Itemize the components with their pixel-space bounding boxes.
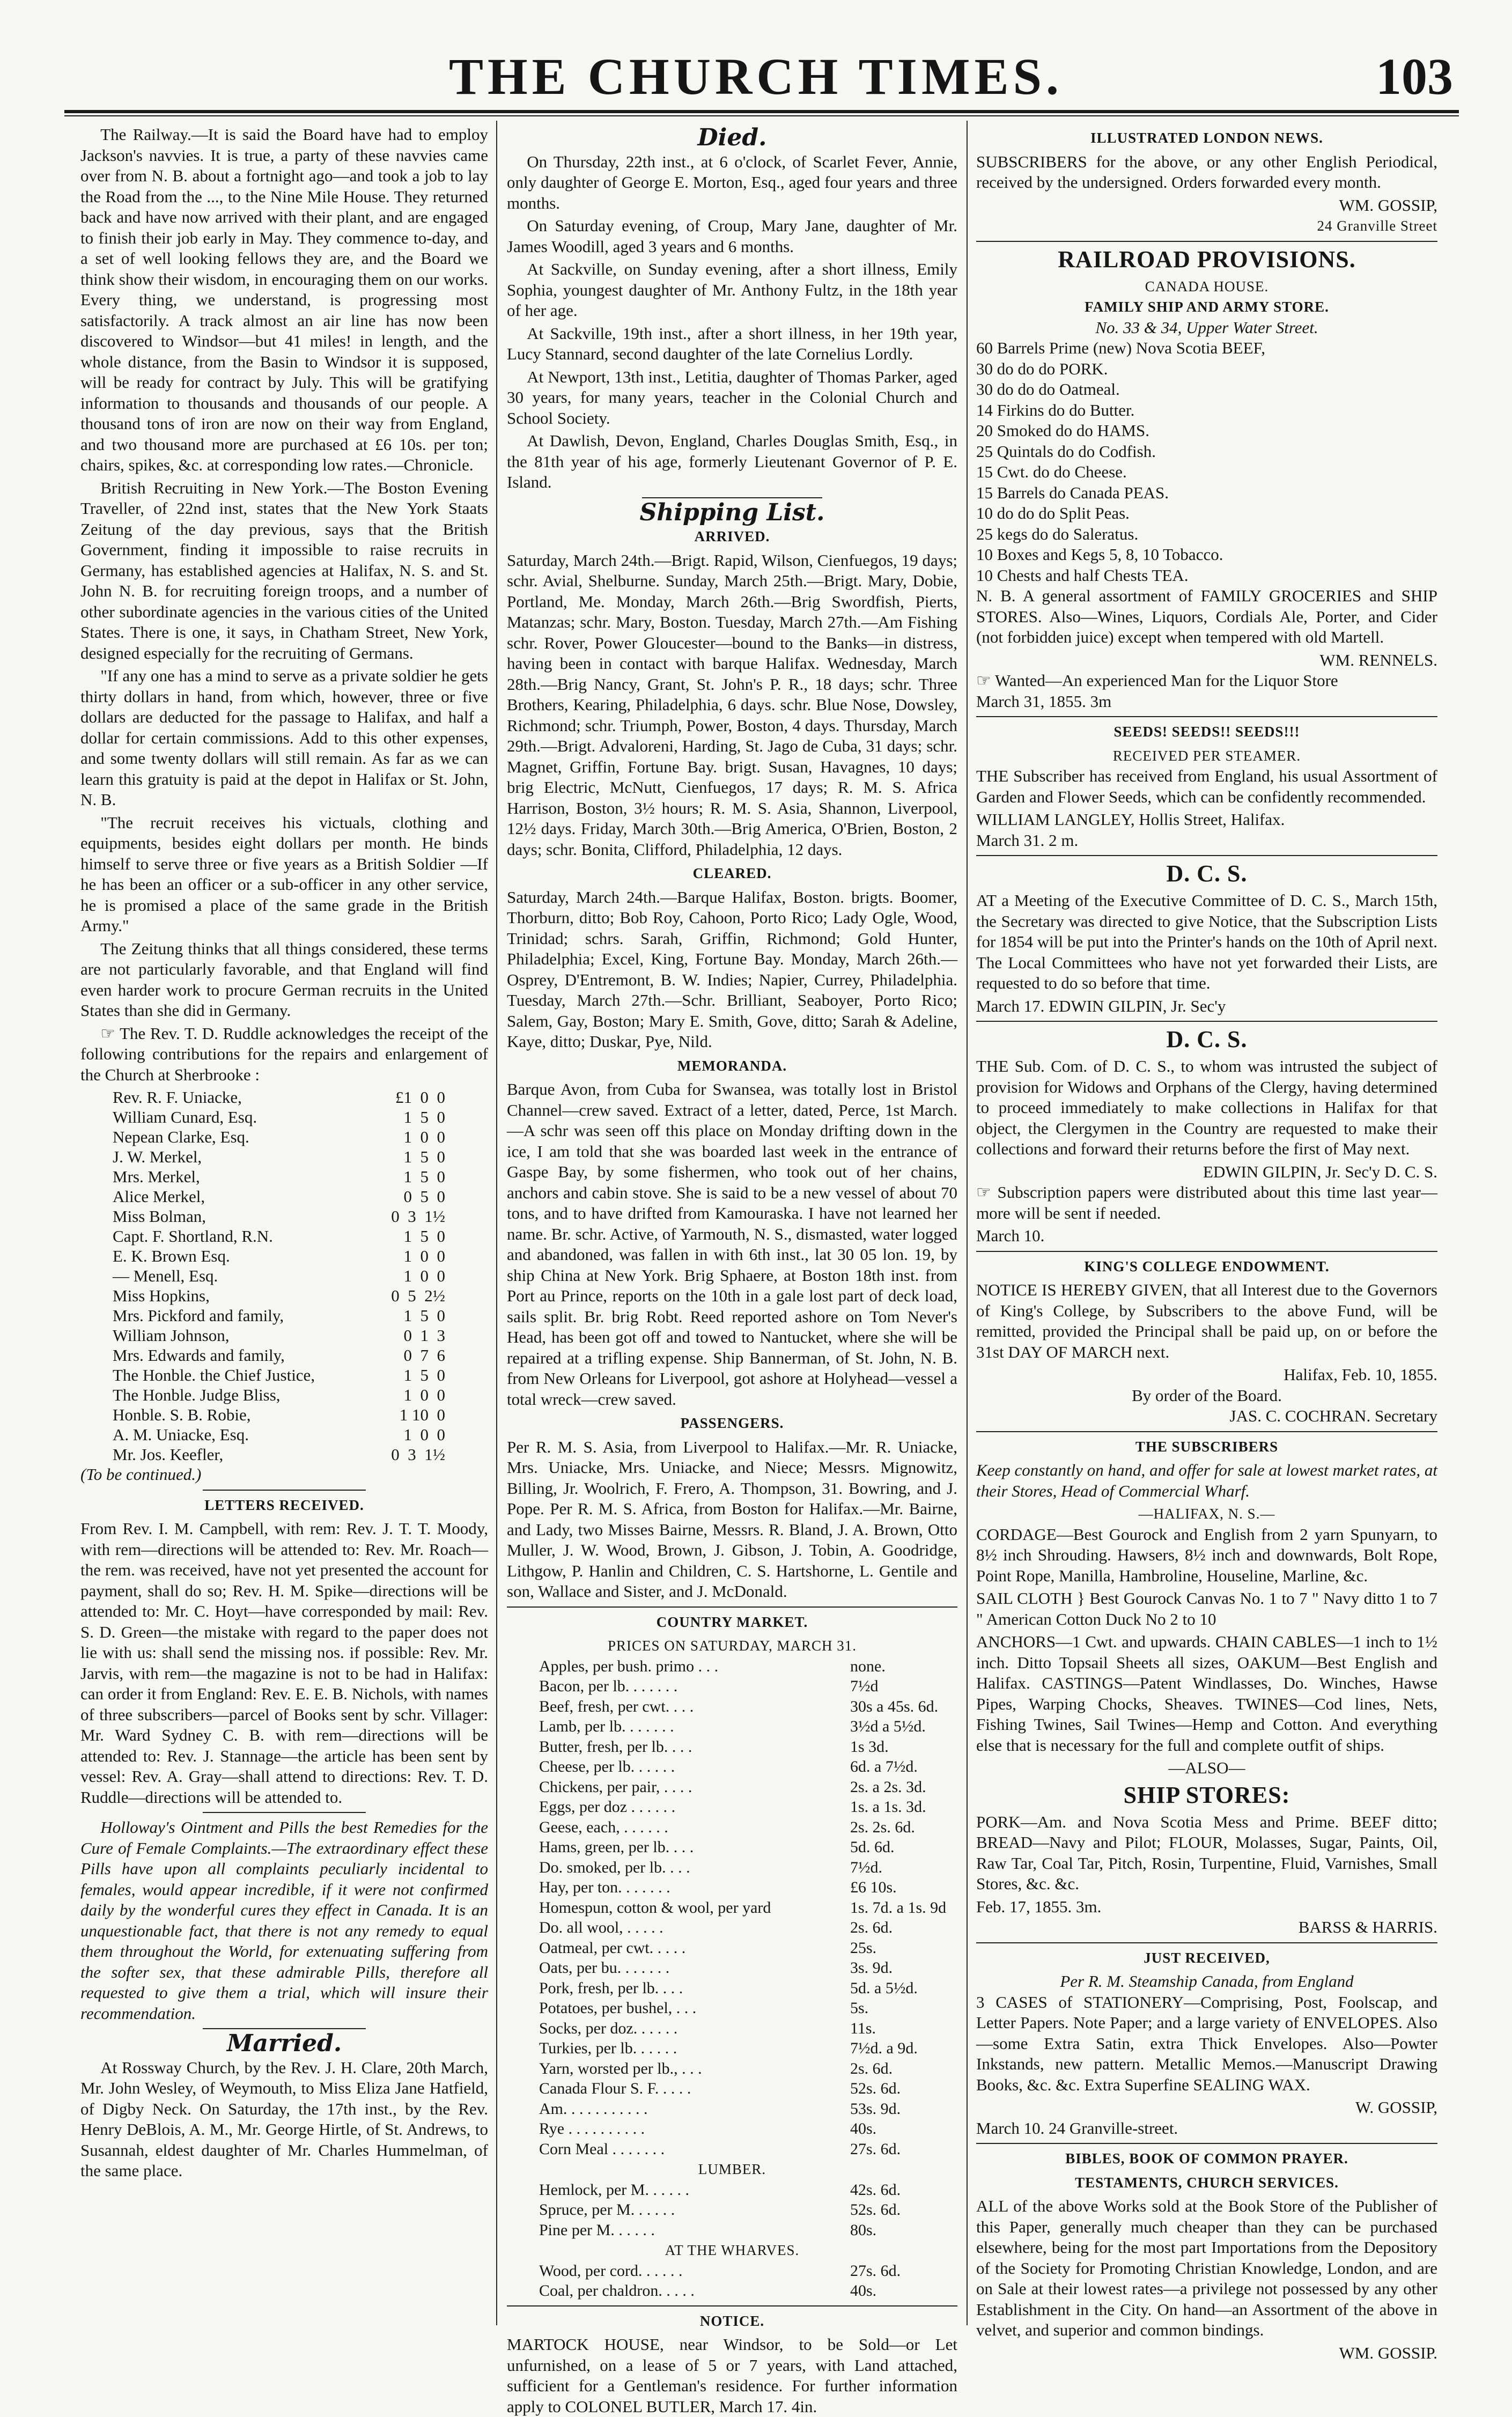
column-divider	[967, 121, 968, 2325]
arrived-list: Saturday, March 24th.—Brigt. Rapid, Wilson, Cienfuegos, 19 days; schr. Avial, Shelburne. Sunday, March 25th.—Brigt. Mary, Dobie, Portland, Me. Monday, March 26th.—Brig Swordfish, Pierts, Matanzas; schr. Mary, Boston. Tuesday, March 27th.—Am Fishing schr. Rover, Power Gloucester—bound to the Banks—in distress, having been in contact with barque Halifax. Wednesday, March 28th.—Brig Nancy, Grant, St. John's P. R., 18 days; schr. Three Brothers, Kearing, Philadelphia, 6 days. schr. Blue Nose, Dowsley, Richmond; schr. Triumph, Power, Boston, 4 days. Thursday, March 29th.—Brigt. Advaloreni, Harding, St. Jago de Cuba, 31 days; schr. Magnet, Griffin, Fortune Bay. brigt. Susan, Havagnes, 10 days; brig Electric, McNutt, Cienfuegos, 17 days; R. M. S. Africa Harrison, Boston, 3½ hours; R. M. S. Asia, Shannon, Liverpool, 12½ days. Friday, March 30th.—Brig America, O'Brien, Boston, 2 days; schr. Bonita, Clifford, Philadelphia, 12 days.	[507, 550, 957, 859]
seeds-subheading: RECEIVED PER STEAMER.	[1112, 747, 1301, 764]
provision-item: 25 kegs do do Saleratus.	[976, 524, 1139, 543]
market-row	[507, 1837, 957, 1858]
market-item: Pine per M. . . . . .	[539, 2221, 655, 2239]
market-row	[507, 1877, 957, 1898]
market-item: Am. . . . . . . . . . .	[539, 2099, 648, 2118]
article-zeitung: The Zeitung thinks that all things considered, these terms are not particularly favorable, and that England will find even harder work to procure German recruits in the United States than she did in Germany.	[80, 939, 488, 1020]
store-address: No. 33 & 34, Upper Water Street.	[1095, 318, 1318, 337]
market-price: 27s. 6d.	[850, 2261, 901, 2280]
contribution-amount: 1 5 0	[403, 1147, 445, 1166]
divider	[976, 2143, 1437, 2144]
dcs-heading-2: D. C. S.	[1166, 1026, 1248, 1052]
market-row	[507, 2200, 957, 2220]
cordage: CORDAGE—Best Gourock and English from 2 yarn Spunyarn, to 8½ inch Shrouding. Hawsers, 8½ inch and downwards, Bolt Rope, Point Rope, Manilla, Hambroline, Houseline, Marline, &c.	[976, 1524, 1437, 1585]
market-row	[507, 2139, 957, 2160]
contribution-row	[80, 1147, 488, 1167]
just-signature: W. GOSSIP,	[1355, 2098, 1437, 2117]
ship-date: Feb. 17, 1855. 3m.	[976, 1897, 1102, 1916]
contribution-amount: 1 0 0	[403, 1247, 445, 1265]
passengers-heading: PASSENGERS.	[680, 1415, 784, 1431]
contributor-name: Nepean Clarke, Esq.	[113, 1128, 249, 1146]
contribution-row	[80, 1187, 488, 1206]
market-price: 7½d	[850, 1677, 879, 1695]
market-item: Yarn, worsted per lb., . . .	[539, 2059, 702, 2077]
contribution-row	[80, 1325, 488, 1345]
divider	[203, 1812, 366, 1813]
contributor-name: Honble. S. B. Robie,	[113, 1405, 251, 1424]
wharves-heading: AT THE WHARVES.	[665, 2242, 800, 2258]
subscribers-heading: THE SUBSCRIBERS	[1135, 1438, 1279, 1455]
contributor-name: Capt. F. Shortland, R.N.	[113, 1227, 273, 1246]
contributor-name: E. K. Brown Esq.	[113, 1247, 230, 1265]
market-row	[507, 2018, 957, 2039]
contribution-amount: 1 10 0	[399, 1405, 445, 1424]
memoranda-heading: MEMORANDA.	[677, 1057, 787, 1074]
ruddle-intro: ☞ The Rev. T. D. Ruddle acknowledges the receipt of the following contributions for the repairs and enlargement of the Church at Sherbrooke :	[80, 1023, 488, 1084]
divider	[976, 855, 1437, 856]
contribution-amount: 0 3 1½	[391, 1207, 445, 1226]
market-row	[507, 2261, 957, 2281]
market-item: Oats, per bu. . . . . . .	[539, 1959, 670, 1977]
passengers: Per R. M. S. Asia, from Liverpool to Halifax.—Mr. R. Uniacke, Mrs. Uniacke, Mrs. Uniacke, and Niece; Messrs. Mignowitz, Billing, Jr. Woolrich, F. Frero, A. Thompson, 31. Bowring, and J. Pope. Per R. M. S. Africa, from Boston for Halifax.—Mr. Bairne, and Lady, two Misses Bairne, Messrs. R. Bland, J. A. Brown, Otto Muller, J. W. Wood, Brown, J. Gibson, J. Tobin, A. Goodridge, Lithgow, P. Hanlin and Children, C. S. Hartshorne, L. Gentile and son, Wallace and Sister, and J. McDonald.	[507, 1437, 957, 1601]
ship-signature: BARSS & HARRIS.	[1298, 1918, 1437, 1936]
market-row	[507, 1757, 957, 1777]
contribution-amount: 0 1 3	[403, 1326, 445, 1345]
dcs-date: March 10.	[976, 1226, 1045, 1245]
lumber-table	[507, 2180, 957, 2241]
market-row	[507, 2281, 957, 2301]
ship-stores-heading: SHIP STORES:	[1123, 1781, 1290, 1808]
married-notices: At Rossway Church, by the Rev. J. H. Clare, 20th March, Mr. John Wesley, of Weymouth, to Miss Eliza Jane Hatfield, of Digby Neck. On Saturday, the 17th inst., by the Rev. Henry DeBlois, A. M., Mr. George Hirtle, of St. Andrews, to Susannah, eldest daughter of Mr. Charles Hummelman, of the same place.	[80, 2058, 488, 2180]
provision-item: 30 do do do PORK.	[976, 359, 1108, 378]
contribution-row	[80, 1345, 488, 1365]
contributor-name: J. W. Merkel,	[113, 1147, 202, 1166]
market-item: Butter, fresh, per lb. . . .	[539, 1737, 692, 1756]
notice-heading: NOTICE.	[699, 2312, 765, 2329]
market-price: 40s.	[850, 2282, 877, 2300]
article-quote-2: "The recruit receives his victuals, clothing and equipments, besides eight dollars per month. He binds himself to serve three or five years as a British Soldier —If he has been an officer or a sub-officer in any other service, he is promised a place of the same grade in the British Army."	[80, 813, 488, 935]
market-price: 52s. 6d.	[850, 2080, 901, 2097]
contribution-amount: 0 3 1½	[391, 1445, 445, 1464]
divider	[976, 1021, 1437, 1022]
contributions-table	[80, 1087, 488, 1464]
newspaper-title: THE CHURCH TIMES.	[448, 48, 1064, 105]
market-row	[507, 2079, 957, 2099]
died-notice: At Dawlish, Devon, England, Charles Douglas Smith, Esq., in the 81th year of his age, formerly Lieutenant Governor of P. E. Island.	[507, 431, 957, 491]
market-row	[507, 1777, 957, 1797]
market-price: 5d. a 5½d.	[850, 1979, 918, 1997]
market-price: 3s. 9d.	[850, 1959, 893, 1977]
cleared-heading: CLEARED.	[692, 865, 772, 881]
market-price: 2s. 2s. 6d.	[850, 1818, 915, 1836]
contribution-row	[80, 1306, 488, 1325]
market-item: Do. smoked, per lb. . . .	[539, 1858, 690, 1876]
divider	[642, 497, 822, 498]
market-row	[507, 1676, 957, 1697]
contribution-amount: 0 5 0	[403, 1187, 445, 1206]
column-3	[976, 124, 1437, 2362]
contribution-amount: 1 5 0	[403, 1306, 445, 1325]
contribution-amount: 1 5 0	[403, 1167, 445, 1186]
article-quote-1: "If any one has a mind to serve as a private soldier he gets thirty dollars in hand, from which, however, three or five dollars are deducted for the passage to Halifax, and half a dollar for certain commissions. Add to this other expenses, and some twenty dollars will still remain. As far as we can learn this gratuity is paid at the depot in Halifax or St. John, N. B.	[80, 666, 488, 809]
market-item: Wood, per cord. . . . . .	[539, 2261, 683, 2280]
dcs-notice-1: AT a Meeting of the Executive Committee of D. C. S., March 15th, the Secretary was directed to give Notice, that the Subscription Lists for 1854 will be put into the Printer's hands on the 10th of April next. The Local Committees who have not yet forwarded their Lists, are requested to do so before that time.	[976, 891, 1437, 992]
contribution-row	[80, 1385, 488, 1405]
market-row	[507, 2059, 957, 2079]
contribution-row	[80, 1087, 488, 1107]
market-item: Chickens, per pair, . . . .	[539, 1778, 692, 1796]
market-item: Hemlock, per M. . . . . .	[539, 2180, 689, 2199]
contribution-row	[80, 1206, 488, 1226]
iln-signature: WM. GOSSIP,	[1339, 195, 1437, 215]
contribution-row	[80, 1405, 488, 1425]
seeds-signature: WILLIAM LANGLEY, Hollis Street, Halifax.	[976, 810, 1285, 829]
market-item: Beef, fresh, per cwt. . . .	[539, 1697, 694, 1715]
market-price: 7½d. a 9d.	[850, 2039, 918, 2057]
contributor-name: Mrs. Pickford and family,	[113, 1306, 284, 1325]
market-price: 1s. a 1s. 3d.	[850, 1798, 926, 1816]
market-price: none.	[850, 1657, 886, 1675]
seeds-date: March 31. 2 m.	[976, 830, 1079, 850]
market-row	[507, 1998, 957, 2018]
also-label: —ALSO—	[1168, 1758, 1245, 1777]
contribution-row	[80, 1445, 488, 1464]
provision-item: 60 Barrels Prime (new) Nova Scotia BEEF,	[976, 338, 1266, 357]
contributor-name: — Menell, Esq.	[113, 1266, 218, 1285]
subscribers-place: —HALIFAX, N. S.—	[1138, 1506, 1275, 1522]
dcs-signature-2: EDWIN GILPIN, Jr. Sec'y D. C. S.	[1203, 1162, 1437, 1181]
contributor-name: Miss Hopkins,	[113, 1286, 210, 1305]
contribution-row	[80, 1167, 488, 1187]
divider	[507, 2305, 957, 2307]
column-divider	[496, 121, 497, 2325]
railroad-heading: RAILROAD PROVISIONS.	[1058, 246, 1356, 272]
letters-received: From Rev. I. M. Campbell, with rem: Rev. J. T. T. Moody, with rem—directions will be attended to: Rev. Mr. Roach—the rem. was received, have not yet presented the account for payment, shall do so; Rev. H. M. Spike—directions will be attended to: Mr. C. Hoyt—have corresponded by mail: Rev. S. D. Green—the mistake with regard to the paper does not lie with us: shall send the missing nos. if possible: Rev. Mr. Jarvis, with rem—the magazine is not to be had in Halifax: can order it from England: Rev. E. E. B. Nichols, with names of three subscribers—parcel of Books sent by schr. Villager: Mr. Ward Sydney C. B. with rem—directions will be attended to: Rev. J. Stannage—the article has been sent by vessel: Rev. A. Gray—shall attend to directions: Rev. T. D. Ruddle—directions will be attended to.	[80, 1519, 488, 1807]
contribution-row	[80, 1107, 488, 1127]
market-item: Apples, per bush. primo . . .	[539, 1657, 719, 1675]
contribution-row	[80, 1127, 488, 1147]
died-notice: At Sackville, on Sunday evening, after a short illness, Emily Sophia, youngest daughter of Mr. Anthony Fultz, in the 18th year of her age.	[507, 260, 957, 320]
kings-signature: JAS. C. COCHRAN. Secretary	[1229, 1406, 1437, 1425]
divider	[976, 716, 1437, 717]
article-recruiting: British Recruiting in New York.—The Boston Evening Traveller, of 22nd inst, states that the New York Staats Zeitung of the day previous, says that the British Government, finding it impossible to raise recruits in Germany, has established agencies at Halifax, N. S. and St. John N. B. for recruiting foreign troops, and a number of other subordinate agencies in the various cities of the United States. There is one, it says, in Chatham Street, New York, designed especially for the recruiting of Germans.	[80, 478, 488, 662]
provision-item: 10 Chests and half Chests TEA.	[976, 565, 1189, 585]
kings-college-heading: KING'S COLLEGE ENDOWMENT.	[1084, 1258, 1330, 1274]
article-railway: The Railway.—It is said the Board have had to employ Jackson's navvies. It is true, a party of these navvies came over from N. B. about a fortnight ago—and took a job to lay the Road from the ..., to the Nine Mile House. They returned back and have now arrived with their plant, and are engaged to finish their job early in May. They commence to-day, and a set of well looking fellows they are, and the Board we think show their wisdom, in encouraging them on our works. Every thing, we understand, is progressing most satisfactorily. A track almost an air line has now been discovered to Windsor—but 41 miles! in length, and the whole distance, from the Basin to Windsor it is supposed, will be ready for contract by July. This will be gratifying information to thousands and thousands of our people. A thousand tons of iron are now on their way from England, and two thousand more are purchased at £6 10s. per ton; chairs, spikes, &c. at corresponding low rates.—Chronicle.	[80, 125, 488, 474]
market-price: 6d. a 7½d.	[850, 1758, 918, 1775]
provisions-nb: N. B. A general assortment of FAMILY GROCERIES and SHIP STORES. Also—Wines, Liquors, Cordials Ale, Porter, and Cider (not forbidden juice) except when tempered with old Martell.	[976, 586, 1437, 646]
kings-date: Halifax, Feb. 10, 1855.	[1284, 1365, 1437, 1384]
market-row	[507, 1958, 957, 1978]
memoranda: Barque Avon, from Cuba for Swansea, was totally lost in Bristol Channel—crew saved. Extract of a letter, dated, Perce, 1st March.—A schr was seen off this place on Monday drifting down in the ice, I am told that she was boarded last week in the entrance of Gaspe Bay, by some fishermen, who took out of her chains, anchors and cabin stove. She is said to be a new vessel of about 70 tons, and to have drifted from Kamouraska. I have not learned her name. Br. schr. Active, of Yarmouth, N. S., dismasted, water logged and abandoned, was fallen in with 6th inst., lat 30 05 lon. 19, by ship China at New York. Brig Sphaere, at Boston 18th inst. from Port au Prince, reports on the 10th in a gale lost part of deck load, sails split. Br. brig Robt. Reed reported ashore on Tom Never's Head, has been got off and towed to Nantucket, where she will be repaired at a trifling expense. Ship Bannerman, of St. John, N. B. from New Orleans for Liverpool, got ashore at Holyhead—vessel a total wreck—crew saved.	[507, 1080, 957, 1409]
market-item: Eggs, per doz . . . . . .	[539, 1798, 676, 1816]
anchors: ANCHORS—1 Cwt. and upwards. CHAIN CABLES—1 inch to 1½ inch. Ditto Topsail Sheets all sizes, OAKUM—Best English and Halifax. CASTINGS—Patent Windlasses, Do. Winches, Hawse Pipes, Warping Chocks, Sheaves. TWINES—Cod lines, Nets, Fishing Twines, Sail Twines—Hemp and Cotton. And everything else that is necessary for the full and complete outfit of ships.	[976, 1632, 1437, 1755]
arrived-heading: ARRIVED.	[694, 528, 770, 544]
provision-item: 10 Boxes and Kegs 5, 8, 10 Tobacco.	[976, 545, 1223, 564]
bibles-heading-2: TESTAMENTS, CHURCH SERVICES.	[1075, 2174, 1339, 2191]
divider	[203, 1490, 366, 1491]
market-price: £6 10s.	[850, 1878, 897, 1896]
provision-item: 15 Cwt. do do Cheese.	[976, 462, 1127, 481]
provision-item: 14 Firkins do do Butter.	[976, 400, 1135, 419]
contributor-name: Mr. Jos. Keefler,	[113, 1445, 224, 1464]
market-price: 30s a 45s. 6d.	[850, 1697, 939, 1715]
contribution-row	[80, 1246, 488, 1266]
market-row	[507, 1697, 957, 1717]
market-price: 52s. 6d.	[850, 2201, 901, 2219]
market-row	[507, 1918, 957, 1938]
market-item: Bacon, per lb. . . . . . .	[539, 1677, 678, 1695]
seeds-heading: SEEDS! SEEDS!! SEEDS!!!	[1113, 724, 1300, 740]
market-row	[507, 1656, 957, 1677]
market-price: 11s.	[850, 2019, 876, 2037]
died-notice: At Newport, 13th inst., Letitia, daughter of Thomas Parker, aged 30 years, for many years, teacher in the Colonial Church and School Society.	[507, 367, 957, 428]
market-row	[507, 1716, 957, 1737]
holloway-advert: Holloway's Ointment and Pills the best Remedies for the Cure of Female Complaints.—The extraordinary effect these Pills have upon all complaints peculiarly incidental to females, would appear incredible, if it were not confirmed daily by the wonderful cures they effect in Canada. It is an unquestionable fact, that there is not any remedy to equal them throughout the World, for extenuating suffering from the softer sex, that these admirable Pills, therefore all requested to give them a trial, which will insure their recommendation.	[80, 1818, 488, 2023]
market-row	[507, 2220, 957, 2241]
seeds-text: THE Subscriber has received from England, his usual Assortment of Garden and Flower Seeds, which can be confidently recommended.	[976, 767, 1437, 806]
contributor-name: The Honble. Judge Bliss,	[113, 1386, 281, 1404]
bibles-text: ALL of the above Works sold at the Book Store of the Publisher of this Paper, generally much cheaper than they can be purchased elsewhere, being for the most part Importations from the Depository of the Society for Promoting Christian Knowledge, London, and are on Sale at their lowest rates—a privilege not possessed by any other Establishment in the City. On hand—an Assortment of the above in velvet, and superior and common bindings.	[976, 2197, 1437, 2339]
kings-college-notice: NOTICE IS HEREBY GIVEN, that all Interest due to the Governors of King's College, by Subscribers to the above Fund, will be remitted, provided the Principal shall be paid up, on or before the 31st DAY OF MARCH next.	[976, 1280, 1437, 1361]
masthead	[0, 48, 1512, 105]
divider	[976, 1431, 1437, 1432]
kings-by-order: By order of the Board.	[1132, 1386, 1282, 1405]
market-row	[507, 1737, 957, 1757]
provisions-date: March 31, 1855. 3m	[976, 691, 1112, 711]
cleared-list: Saturday, March 24th.—Barque Halifax, Boston. brigts. Boomer, Thorburn, ditto; Bob Roy, Cahoon, Porto Rico; Lady Ogle, Wood, Trinidad; schrs. Sarah, Griffin, Richmond; Gold Hunter, Philadelphia; Excel, King, Fortune Bay. Monday, March 26th.—Osprey, D'Entremont, B. W. Indies; Napier, Currey, Philadelphia. Tuesday, March 27th.—Schr. Brilliant, Seaboyer, Porto Rico; Salem, Gay, Boston; Mary E. Smith, Gove, ditto; Sarah & Adeline, Kaye, ditto; Duskar, Pye, Nild.	[507, 887, 957, 1051]
provisions-signature: WM. RENNELS.	[1319, 650, 1437, 669]
market-price: 25s.	[850, 1939, 877, 1957]
market-item: Lamb, per lb. . . . . . .	[539, 1718, 674, 1735]
canada-house: CANADA HOUSE.	[1145, 278, 1269, 294]
contributor-name: William Cunard, Esq.	[113, 1108, 257, 1126]
market-price: 2s. 6d.	[850, 1919, 893, 1936]
contribution-row	[80, 1425, 488, 1445]
market-item: Socks, per doz. . . . . .	[539, 2019, 678, 2037]
divider	[976, 241, 1437, 242]
provision-item: 20 Smoked do do HAMS.	[976, 421, 1149, 440]
died-notice: On Thursday, 22th inst., at 6 o'clock, of Scarlet Fever, Annie, only daughter of George E. Morton, Esq., aged four years and three months.	[507, 152, 957, 212]
column-1	[80, 124, 488, 2325]
provisions-wanted: ☞ Wanted—An experienced Man for the Liquor Store	[976, 671, 1338, 690]
contribution-row	[80, 1226, 488, 1246]
market-price: 42s. 6d.	[850, 2180, 901, 2199]
market-price: 7½d.	[850, 1858, 882, 1876]
contribution-amount: 1 0 0	[403, 1425, 445, 1444]
market-price: 2s. a 2s. 3d.	[850, 1778, 926, 1796]
divider	[976, 1251, 1437, 1252]
market-row	[507, 2099, 957, 2119]
contribution-amount: 0 7 6	[403, 1346, 445, 1365]
masthead-rule-thin	[64, 115, 1459, 116]
just-received-heading: JUST RECEIVED,	[1144, 1949, 1270, 1966]
bibles-heading: BIBLES, BOOK OF COMMON PRAYER.	[1065, 2150, 1348, 2167]
notice-martock: MARTOCK HOUSE, near Windsor, to be Sold—or Let unfurnished, on a lease of 5 or 7 years, with Land attached, sufficient for a Gentleman's residence. For further information apply to COLONEL BUTLER, March 17. 4in.	[507, 2335, 957, 2416]
provision-item: 25 Quintals do do Codfish.	[976, 441, 1156, 461]
dcs-heading: D. C. S.	[1166, 860, 1248, 887]
contribution-amount: 1 5 0	[403, 1366, 445, 1384]
divider	[507, 1607, 957, 1608]
contributor-name: Mrs. Merkel,	[113, 1167, 200, 1186]
market-price: 5s.	[850, 1999, 869, 2017]
contribution-row	[80, 1286, 488, 1306]
provision-item: 30 do do do Oatmeal.	[976, 380, 1120, 399]
market-price: 1s 3d.	[850, 1737, 889, 1756]
ship-stores: PORK—Am. and Nova Scotia Mess and Prime. BEEF ditto; BREAD—Navy and Pilot; FLOUR, Molasses, Sugar, Paints, Oil, Raw Tar, Coal Tar, Pitch, Rosin, Turpentine, Fluid, Varnishes, Small Stores, &c. &c.	[976, 1812, 1437, 1893]
provision-item: 15 Barrels do Canada PEAS.	[976, 483, 1169, 502]
market-row	[507, 1898, 957, 1918]
market-heading: COUNTRY MARKET.	[656, 1613, 808, 1630]
contributor-name: Miss Bolman,	[113, 1207, 206, 1226]
contribution-amount: 0 5 2½	[391, 1286, 445, 1305]
contributor-name: Rev. R. F. Uniacke,	[113, 1088, 242, 1107]
market-subheading: PRICES ON SATURDAY, MARCH 31.	[607, 1638, 857, 1654]
page-number: 103	[1376, 48, 1453, 105]
iln-address: 24 Granville Street	[1317, 218, 1437, 234]
market-row	[507, 1938, 957, 1958]
died-notices	[507, 152, 957, 493]
died-notice: At Sackville, 19th inst., after a short illness, in her 19th year, Lucy Stannard, second daughter of the late Cornelius Lordly.	[507, 323, 957, 363]
shipping-heading: Shipping List.	[639, 498, 825, 526]
contribution-amount: 1 5 0	[403, 1108, 445, 1126]
market-table	[507, 1656, 957, 2160]
market-row	[507, 2119, 957, 2139]
market-item: Pork, fresh, per lb. . . .	[539, 1979, 683, 1997]
wharves-table	[507, 2261, 957, 2301]
market-item: Cheese, per lb. . . . . .	[539, 1758, 675, 1775]
contribution-amount: £1 0 0	[395, 1088, 445, 1107]
market-price: 3½d a 5½d.	[850, 1718, 926, 1735]
just-received-sub: Per R. M. Steamship Canada, from England	[1060, 1972, 1354, 1991]
divider	[976, 1942, 1437, 1943]
bibles-signature: WM. GOSSIP.	[1339, 2343, 1437, 2362]
just-date: March 10. 24 Granville-street.	[976, 2118, 1178, 2138]
market-row	[507, 1978, 957, 1999]
market-item: Potatoes, per bushel, . . .	[539, 1999, 697, 2017]
market-row	[507, 1817, 957, 1838]
market-price: 5d. 6d.	[850, 1838, 895, 1856]
just-received-text: 3 CASES of STATIONERY—Comprising, Post, Foolscap, and Letter Papers. Note Paper; and a large variety of ENVELOPES. Also—some Extra Satin, extra Thick Envelopes. Also—Powter Inkstands, new pattern. Metallic Memos.—Manuscript Drawing Books, &c. &c. Extra Superfine SEALING WAX.	[976, 1992, 1437, 2094]
market-item: Hams, green, per lb. . . .	[539, 1838, 694, 1856]
market-item: Hay, per ton. . . . . . .	[539, 1878, 670, 1896]
subscribers-intro: Keep constantly on hand, and offer for sale at lowest market rates, at their Stores, Head of Commercial Wharf.	[976, 1461, 1437, 1500]
market-row	[507, 1858, 957, 1878]
market-price: 40s.	[850, 2120, 877, 2138]
market-price: 80s.	[850, 2221, 877, 2239]
column-2	[507, 124, 957, 2416]
market-item: Turkies, per lb. . . . . .	[539, 2039, 677, 2057]
provisions-list	[976, 338, 1437, 586]
contribution-row	[80, 1365, 488, 1385]
contributor-name: The Honble. the Chief Justice,	[113, 1366, 315, 1384]
divider	[203, 2028, 366, 2029]
married-heading: Married.	[226, 2030, 342, 2057]
market-item: Corn Meal . . . . . . .	[539, 2140, 665, 2158]
dcs-signature-1: March 17. EDWIN GILPIN, Jr. Sec'y	[976, 996, 1226, 1015]
market-price: 2s. 6d.	[850, 2059, 893, 2077]
market-price: 1s. 7d. a 1s. 9d	[850, 1898, 947, 1917]
died-notice: On Saturday evening, of Croup, Mary Jane, daughter of Mr. James Woodill, aged 3 years and 6 months.	[507, 216, 957, 256]
lumber-heading: LUMBER.	[698, 2161, 766, 2177]
iln-text: SUBSCRIBERS for the above, or any other English Periodical, received by the undersigned. Orders forwarded every month.	[976, 152, 1437, 191]
died-heading: Died.	[697, 124, 767, 151]
letters-heading: LETTERS RECEIVED.	[204, 1497, 364, 1513]
contribution-amount: 1 5 0	[403, 1227, 445, 1246]
contributor-name: William Johnson,	[113, 1326, 230, 1345]
market-row	[507, 2038, 957, 2059]
dcs-notice-2: THE Sub. Com. of D. C. S., to whom was intrusted the subject of provision for Widows and Orphans of the Clergy, having determined to proceed immediately to make collections in Halifax for that object, the Clergymen in the Country are requested to make their collections and forward their returns before the first of May next.	[976, 1057, 1437, 1158]
market-item: Geese, each, . . . . . .	[539, 1818, 668, 1836]
contributor-name: Alice Merkel,	[113, 1187, 205, 1206]
provision-item: 10 do do do Split Peas.	[976, 504, 1130, 522]
market-row	[507, 2180, 957, 2200]
market-item: Spruce, per M. . . . . .	[539, 2201, 675, 2219]
iln-heading: ILLUSTRATED LONDON NEWS.	[1090, 130, 1323, 146]
family-store: FAMILY SHIP AND ARMY STORE.	[1085, 299, 1329, 315]
contributor-name: A. M. Uniacke, Esq.	[113, 1425, 249, 1444]
contribution-amount: 1 0 0	[403, 1128, 445, 1146]
contribution-amount: 1 0 0	[403, 1266, 445, 1285]
market-item: Homespun, cotton & wool, per yard	[539, 1898, 771, 1917]
market-item: Coal, per chaldron. . . . .	[539, 2282, 695, 2300]
to-be-continued: (To be continued.)	[80, 1465, 202, 1484]
market-row	[507, 1797, 957, 1817]
sail-cloth: SAIL CLOTH } Best Gourock Canvas No. 1 to 7 " Navy ditto 1 to 7 " American Cotton Duck No 2 to 10	[976, 1589, 1437, 1628]
contribution-amount: 1 0 0	[403, 1386, 445, 1404]
market-item: Do. all wool, . . . . .	[539, 1919, 663, 1936]
market-price: 53s. 9d.	[850, 2099, 901, 2118]
market-item: Oatmeal, per cwt. . . . .	[539, 1939, 686, 1957]
contribution-row	[80, 1266, 488, 1286]
dcs-note: ☞ Subscription papers were distributed about this time last year—more will be sent if needed.	[976, 1183, 1437, 1222]
contributor-name: Mrs. Edwards and family,	[113, 1346, 285, 1365]
market-item: Canada Flour S. F. . . . .	[539, 2080, 691, 2097]
market-price: 27s. 6d.	[850, 2140, 901, 2158]
masthead-rule	[64, 110, 1459, 113]
market-item: Rye . . . . . . . . . .	[539, 2120, 645, 2138]
